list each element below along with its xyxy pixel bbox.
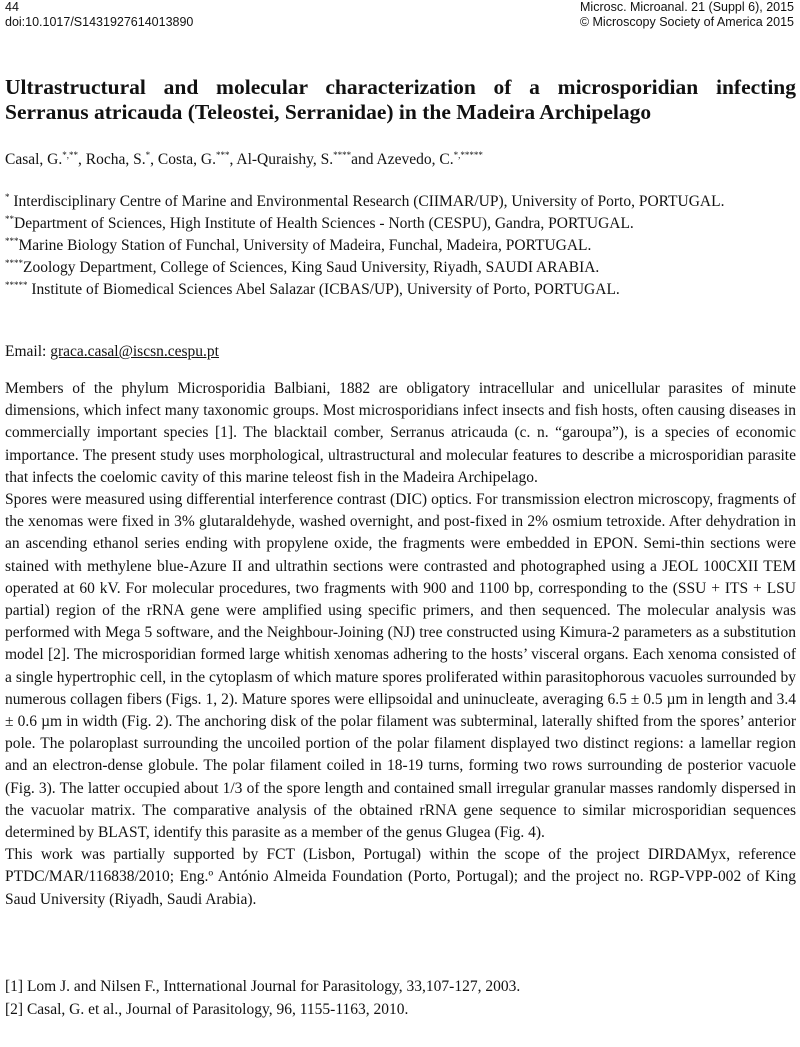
affiliation: * Interdisciplinary Centre of Marine and Environmental Research (CIIMAR/UP), University of Porto, PORTUGAL.: [5, 191, 725, 210]
author: Al-Quraishy, S.****: [236, 149, 352, 168]
author-list: [5, 150, 796, 170]
author: Casal, G.*,**,: [5, 149, 86, 168]
author: Rocha, S.*,: [85, 149, 158, 168]
copyright: © Microscopy Society of America 2015: [579, 15, 794, 29]
affiliation: ***Marine Biology Station of Funchal, University of Madeira, Funchal, Madeira, PORTUGAL.: [5, 235, 592, 254]
affiliation: ****Zoology Department, College of Sciences, King Saud University, Riyadh, SAUDI ARABIA.: [5, 257, 600, 276]
doi: doi:10.1017/S1431927614013890: [5, 15, 194, 29]
affiliation: **Department of Sciences, High Institute of Health Sciences - North (CESPU), Gandra, PORTUGAL.: [5, 213, 634, 232]
reference-list: [5, 975, 796, 1021]
contact-email: [5, 342, 796, 362]
affiliation: ***** Institute of Biomedical Sciences Abel Salazar (ICBAS/UP), University of Porto, PORTUGAL.: [5, 279, 620, 298]
journal-citation: Microsc. Microanal. 21 (Suppl 6), 2015: [580, 0, 794, 14]
paragraph-acknowledgements: This work was partially supported by FCT (Lisbon, Portugal) within the scope of the project DIRDAMyx, reference PTDC/MAR/116838/2010; Eng.º António Almeida Foundation (Porto, Portugal); and the project no. RGP-VPP-002 of King Saud University (Riyadh, Saudi Arabia).: [5, 846, 796, 908]
paragraph-introduction: Members of the phylum Microsporidia Balbiani, 1882 are obligatory intracellular and unicellular parasites of minute dimensions, which infect many taxonomic groups. Most microsporidians infect insects and fish hosts, often causing diseases in commercially important species [1]. The blacktail comber, Serranus atricauda (c. n. “garoupa”), is a species of economic importance. The present study uses morphological, ultrastructural and molecular features to describe a microsporidian parasite that infects the coelomic cavity of this marine teleost fish in the Madeira Archipelago.: [5, 380, 796, 486]
author: and Azevedo, C.*,*****: [351, 149, 483, 168]
author: Costa, G.***,: [157, 149, 237, 168]
abstract-body: [5, 378, 796, 911]
email-label: Email:: [5, 343, 51, 360]
page-header: [5, 0, 794, 30]
paper-title: Ultrastructural and molecular characterization of a microsporidian infecting Serranus atricauda (Teleostei, Serranidae) in the Madeira Archipelago: [5, 75, 796, 124]
affiliation-list: [5, 191, 796, 301]
reference-item: [1] Lom J. and Nilsen F., Intternational Journal for Parasitology, 33,107-127, 2003.: [5, 978, 521, 995]
paragraph-methods-results: Spores were measured using differential interference contrast (DIC) optics. For transmission electron microscopy, fragments of the xenomas were fixed in 3% glutaraldehyde, washed overnight, and post-fixed in 2% osmium tetroxide. After dehydration in an ascending ethanol series ending with propylene oxide, the fragments were embedded in EPON. Semi-thin sections were stained with methylene blue-Azure II and ultrathin sections were contrasted and photographed using a JEOL 100CXII TEM operated at 60 kV. For molecular procedures, two fragments with 900 and 1100 bp, corresponding to the (SSU + ITS + LSU partial) region of the rRNA gene were amplified using specific primers, and then sequenced. The molecular analysis was performed with Mega 5 software, and the Neighbour-Joining (NJ) tree constructed using Kimura-2 parameters as a substitution model [2]. The microsporidian formed large whitish xenomas adhering to the hosts’ visceral organs. Each xenoma consisted of a single hypertrophic cell, in the cytoplasm of which mature spores proliferated within parasitophorous vacuoles surrounded by numerous collagen fibers (Figs. 1, 2). Mature spores were ellipsoidal and uninucleate, averaging 6.5 ± 0.5 µm in length and 3.4 ± 0.6 µm in width (Fig. 2). The anchoring disk of the polar filament was subterminal, laterally shifted from the spores’ anterior pole. The polaroplast surrounding the uncoiled portion of the polar filament displayed two distinct regions: a lamellar region and an electron-dense globule. The polar filament coiled in 18-19 turns, forming two rows surrounding de posterior vacuole (Fig. 3). The latter occupied about 1/3 of the spore length and contained small irregular granular masses randomly dispersed in the vacuolar matrix. The comparative analysis of the obtained rRNA gene sequence to similar microsporidian sequences determined by BLAST, identify this parasite as a member of the genus Glugea (Fig. 4).: [5, 491, 796, 842]
email-link[interactable]: graca.casal@iscsn.cespu.pt: [50, 343, 219, 360]
page-number: 44: [5, 0, 19, 14]
reference-item: [2] Casal, G. et al., Journal of Parasitology, 96, 1155-1163, 2010.: [5, 1001, 409, 1018]
